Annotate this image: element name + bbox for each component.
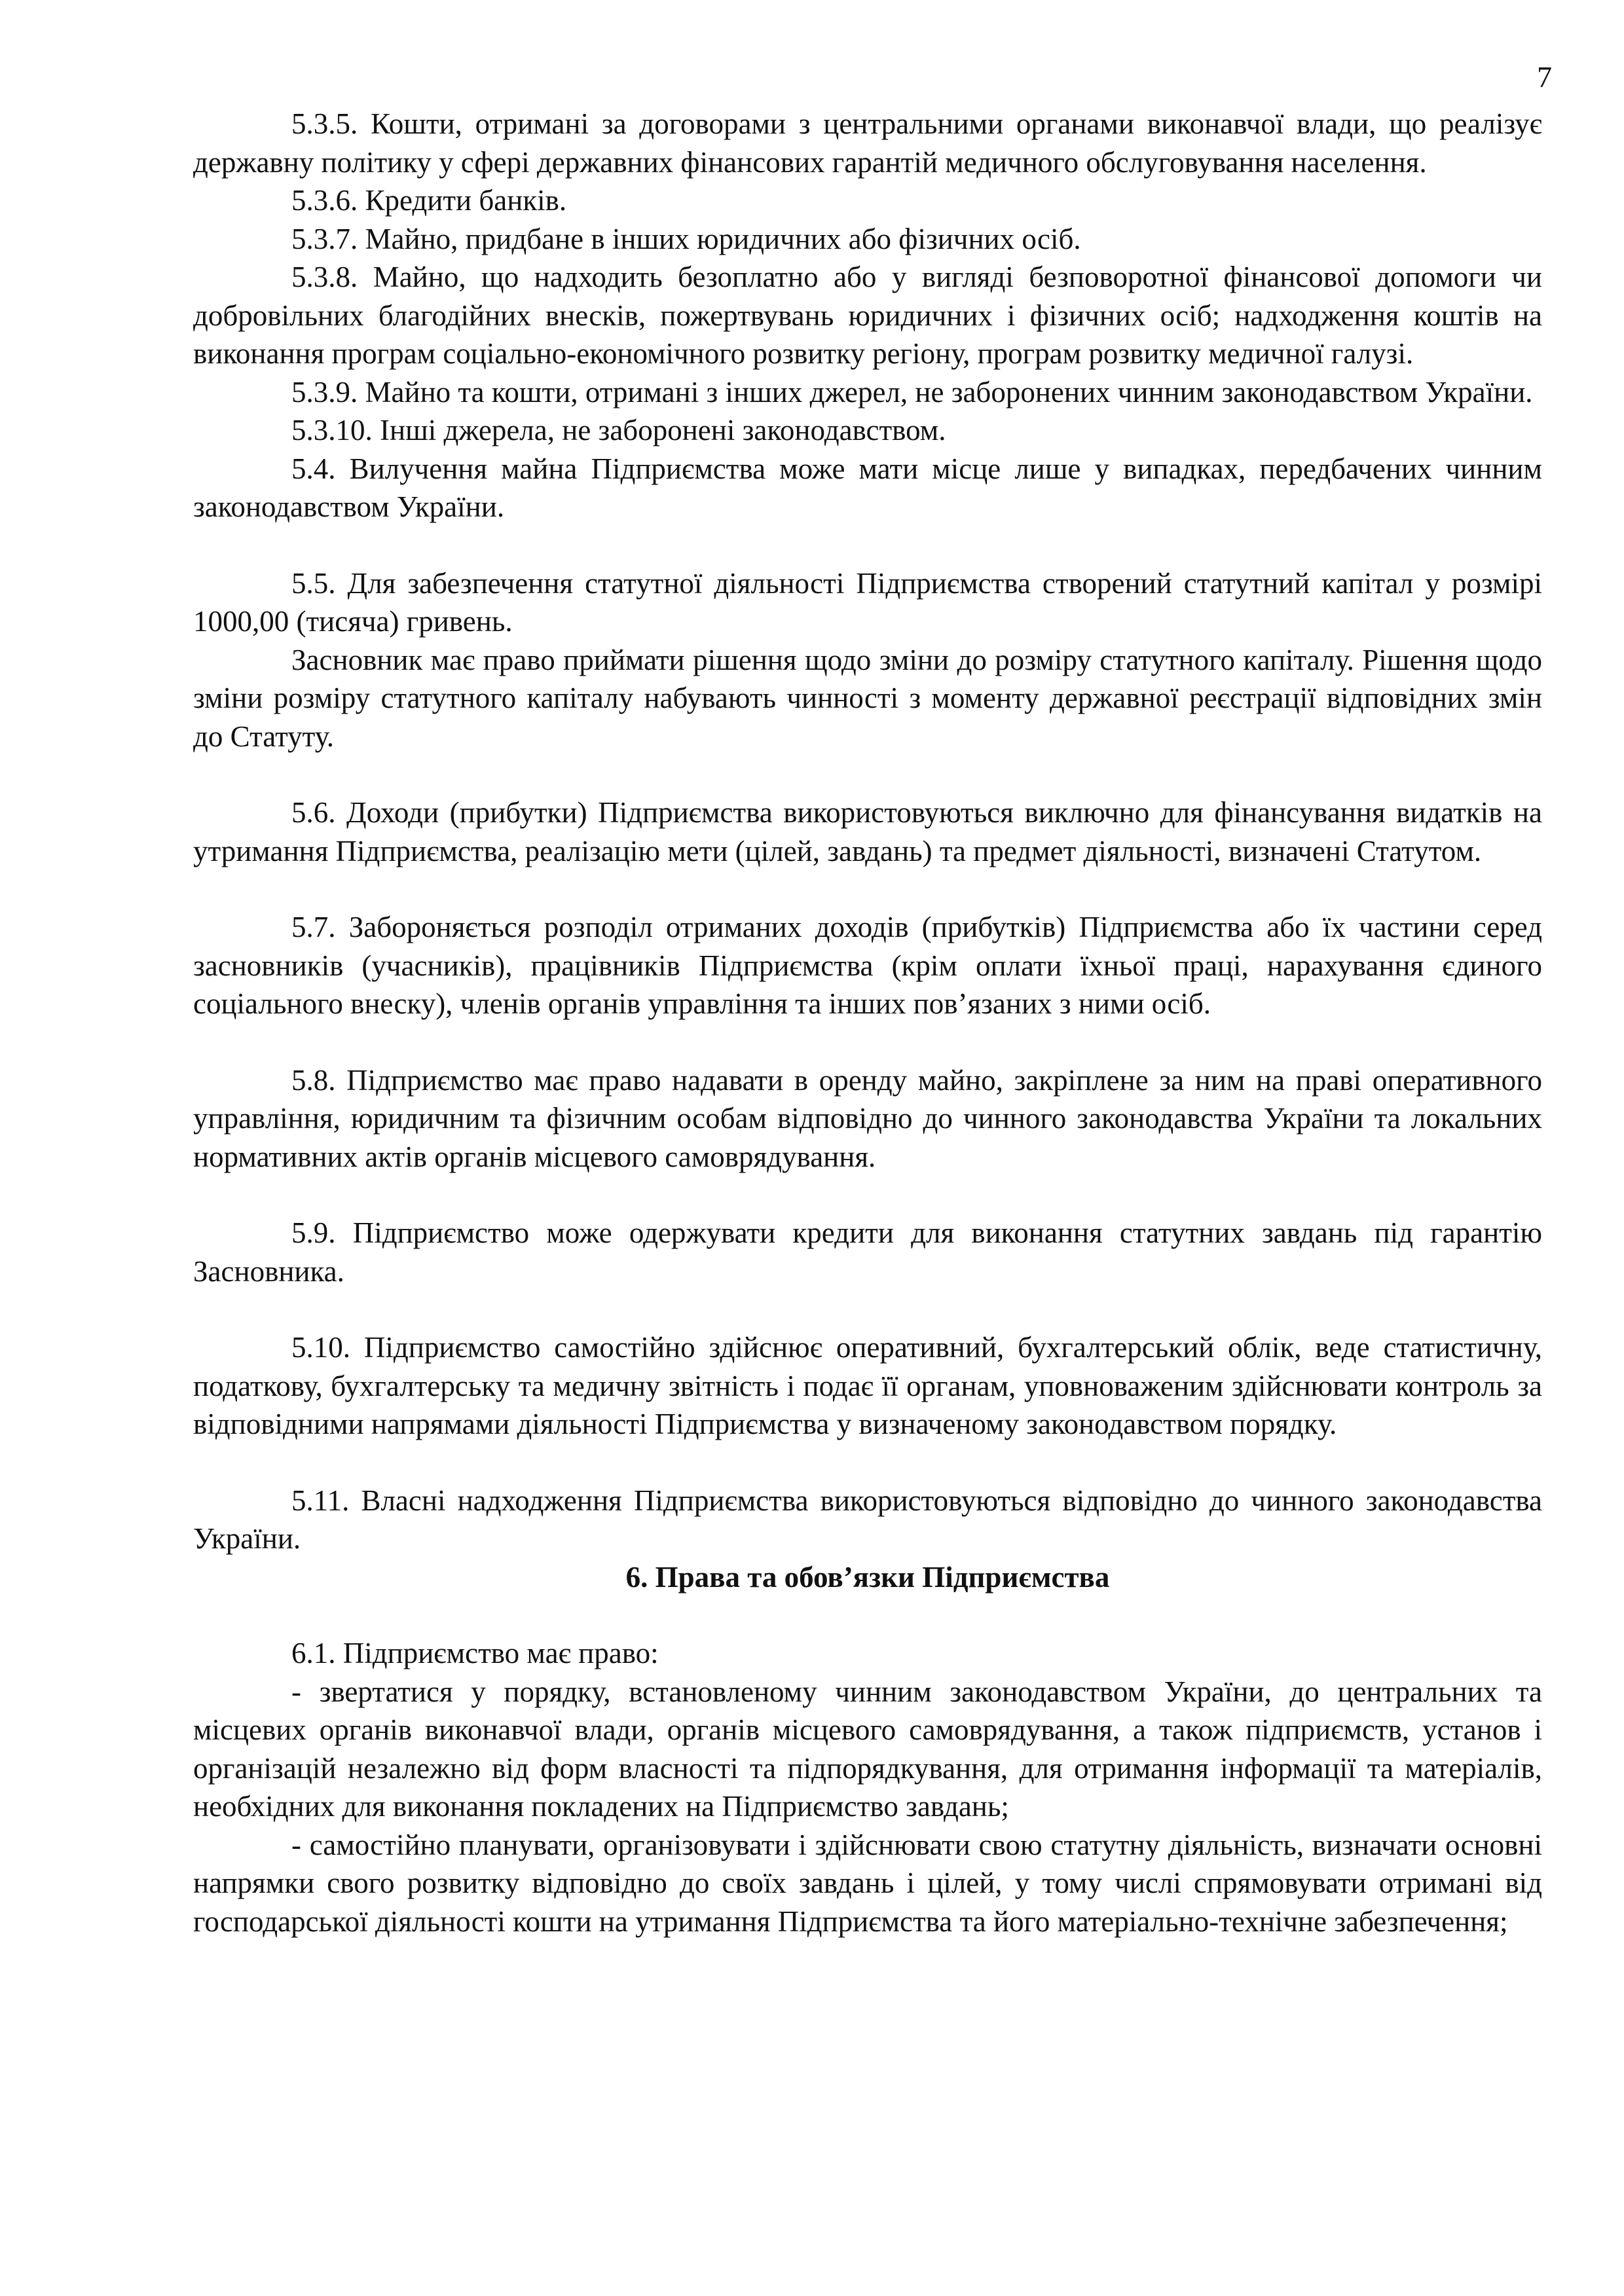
paragraph-6-1-item-b: - самостійно планувати, організовувати і здійснювати свою статутну діяльність, визначати основні напрямки свого розвитку відповідно до своїх завдань і цілей, у тому числі спрямовувати отримані від господарської діяльності кошти на утримання Підприємства та його матеріально-технічне забезпечення;	[193, 1828, 1542, 1938]
paragraph-5-3-10: 5.3.10. Інші джерела, не заборонені законодавством.	[291, 414, 946, 446]
paragraph-5-8: 5.8. Підприємство має право надавати в оренду майно, закріплене за ним на праві оперативного управління, юридичним та фізичним особам відповідно до чинного законодавства України та локальних нормативних актів органів місцевого самоврядування.	[193, 1063, 1542, 1173]
paragraph-6-1: 6.1. Підприємство має право:	[291, 1637, 659, 1669]
paragraph-5-5: 5.5. Для забезпечення статутної діяльності Підприємства створений статутний капітал у розмірі 1000,00 (тисяча) гривень.	[193, 566, 1542, 638]
paragraph-5-3-7: 5.3.7. Майно, придбане в інших юридичних або фізичних осіб.	[291, 222, 1081, 255]
paragraph-5-10: 5.10. Підприємство самостійно здійснює оперативний, бухгалтерський облік, веде статистичну, податкову, бухгалтерську та медичну звітність і подає її органам, уповноваженим здійснювати контроль за відповідними напрямами діяльності Підприємства у визначеному законодавством порядку.	[193, 1331, 1542, 1440]
paragraph-5-3-6: 5.3.6. Кредити банків.	[291, 184, 567, 217]
paragraph-5-9: 5.9. Підприємство може одержувати кредити для виконання статутних завдань під гарантію Засновника.	[193, 1216, 1542, 1288]
paragraph-5-6: 5.6. Доходи (прибутки) Підприємства використовуються виключно для фінансування видатків на утримання Підприємства, реалізацію мети (цілей, завдань) та предмет діяльності, визначені Статутом.	[193, 796, 1542, 867]
paragraph-5-5-founder: Засновник має право приймати рішення щодо зміни до розміру статутного капіталу. Рішення щодо зміни розміру статутного капіталу набувають чинності з моменту державної реєстрації відповідних змін до Статуту.	[193, 643, 1542, 753]
document-body	[193, 105, 1542, 1941]
paragraph-5-3-9: 5.3.9. Майно та кошти, отримані з інших джерел, не заборонених чинним законодавством України.	[291, 375, 1533, 409]
section-heading: 6. Права та обов’язки Підприємства	[625, 1560, 1110, 1594]
paragraph-5-11: 5.11. Власні надходження Підприємства використовуються відповідно до чинного законодавства України.	[193, 1484, 1542, 1555]
paragraph-5-4: 5.4. Вилучення майна Підприємства може мати місце лише у випадках, передбачених чинним законодавством України.	[193, 452, 1542, 523]
paragraph-5-7: 5.7. Забороняється розподіл отриманих доходів (прибутків) Підприємства або їх частини серед засновників (учасників), працівників Підприємства (крім оплати їхньої праці, нарахування єдиного соціального внеску), членів органів управління та інших пов’язаних з ними осіб.	[193, 911, 1542, 1020]
paragraph-5-3-5: 5.3.5. Кошти, отримані за договорами з центральними органами виконавчої влади, що реалізує державну політику у сфері державних фінансових гарантій медичного обслуговування населення.	[193, 107, 1542, 179]
paragraph-5-3-8: 5.3.8. Майно, що надходить безоплатно або у вигляді безповоротної фінансової допомоги чи добровільних благодійних внесків, пожертвувань юридичних і фізичних осіб; надходження коштів на виконання програм соціально-економічного розвитку регіону, програм розвитку медичної галузі.	[193, 261, 1542, 370]
page-number: 7	[1537, 60, 1552, 94]
paragraph-6-1-item-a: - звертатися у порядку, встановленому чинним законодавством України, до центральних та місцевих органів виконавчої влади, органів місцевого самоврядування, а також підприємств, установ і організацій незалежно від форм власності та підпорядкування, для отримання інформації та матеріалів, необхідних для виконання покладених на Підприємство завдань;	[193, 1675, 1542, 1823]
